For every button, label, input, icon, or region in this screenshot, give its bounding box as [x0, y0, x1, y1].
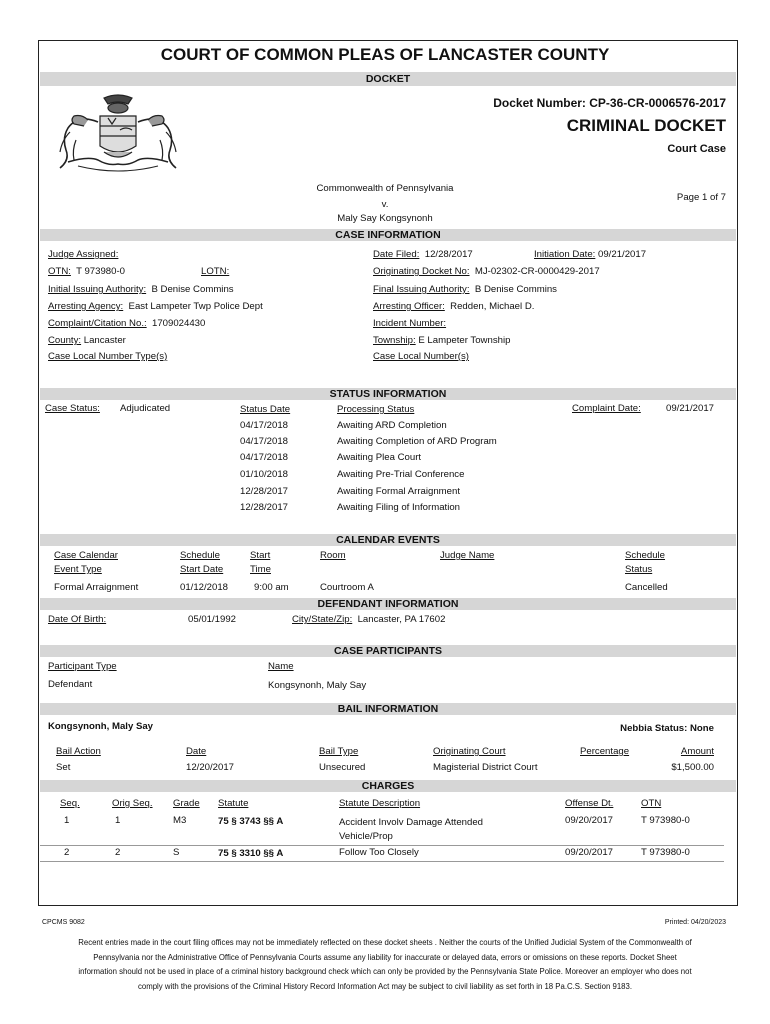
- status-date: 04/17/2018: [240, 436, 289, 447]
- bail-court-header: Originating Court: [433, 746, 506, 757]
- charge-statute: 75 § 3743 §§ A: [218, 816, 284, 827]
- calendar-start-header: Start: [250, 550, 271, 561]
- judge-label: Judge Assigned:: [48, 249, 119, 260]
- charge-grade-header: Grade: [173, 798, 200, 809]
- status-date: 04/17/2018: [240, 420, 289, 431]
- local-type-label: Case Local Number Type(s): [48, 351, 168, 362]
- bail-percentage-header: Percentage: [580, 746, 630, 757]
- nebbia-status: Nebbia Status: None: [620, 723, 714, 734]
- calendar-header: CALENDAR EVENTS: [40, 534, 736, 546]
- calendar-event-status: Cancelled: [625, 582, 668, 593]
- orig-docket: MJ-02302-CR-0000429-2017: [474, 266, 600, 277]
- charge-divider: [40, 861, 724, 862]
- participant-name-header: Name: [268, 661, 294, 672]
- calendar-status-header: Schedule: [625, 550, 666, 561]
- processing-status: Awaiting Plea Court: [337, 452, 422, 463]
- charge-orig-seq: 2: [115, 847, 121, 858]
- printed-date: Printed: 04/20/2023: [664, 919, 726, 926]
- calendar-event-room: Courtroom A: [320, 582, 374, 593]
- charge-otn: T 973980-0: [641, 815, 690, 826]
- bail-type: Unsecured: [319, 762, 366, 773]
- pennsylvania-seal-icon: [48, 92, 188, 176]
- arresting-officer: Redden, Michael D.: [450, 301, 535, 312]
- calendar-schedule-header: Schedule: [180, 550, 221, 561]
- caption-line2: v.: [381, 199, 389, 210]
- calendar-type-header2: Event Type: [54, 564, 102, 575]
- bail-date: 12/20/2017: [186, 762, 235, 773]
- participant-type: Defendant: [48, 679, 93, 690]
- lotn-label: LOTN:: [201, 266, 230, 277]
- charge-otn-header: OTN: [641, 798, 662, 809]
- processing-status: Awaiting ARD Completion: [337, 420, 447, 431]
- calendar-event-date: 01/12/2018: [180, 582, 229, 593]
- charge-description: Follow Too Closely: [339, 847, 419, 858]
- bail-amount: $1,500.00: [671, 762, 714, 773]
- county: Lancaster: [83, 335, 126, 346]
- case-kind: Court Case: [667, 143, 726, 155]
- orig-docket-label: Originating Docket No:: [373, 266, 470, 277]
- docket-number: Docket Number: CP-36-CR-0006576-2017: [493, 96, 726, 110]
- processing-status: Awaiting Completion of ARD Program: [337, 436, 497, 447]
- disclaimer: Recent entries made in the court filing offices may not be immediately reflected on these docket sheets . Neither the courts of the Unified Judicial System of the Commonwealth of Pennsylvania nor the Administrative Office of Pennsylvania Courts assume any liability for inaccurate or delayed data, errors or omissions on these reports. Docket Sheet information should not be used in place of a criminal history background check which can only be provided by the Pennsylvania State Police. Moreover an employer who does not comply with the provisions of the Criminal History Record Information Act may be subject to civil liability as set forth in 18 Pa.C.S. Section 9183.: [78, 938, 692, 991]
- status-date: 04/17/2018: [240, 452, 289, 463]
- participant-type-header: Participant Type: [48, 661, 117, 672]
- arresting-agency: East Lampeter Twp Police Dept: [128, 301, 263, 312]
- form-number: CPCMS 9082: [42, 919, 85, 926]
- date-filed: 12/28/2017: [424, 249, 473, 260]
- final-auth: B Denise Commins: [474, 284, 557, 295]
- status-date: 12/28/2017: [240, 502, 289, 513]
- docket-type: CRIMINAL DOCKET: [566, 116, 726, 135]
- case-status-label: Case Status:: [45, 403, 100, 414]
- processing-status: Awaiting Pre-Trial Conference: [337, 469, 465, 480]
- otn-label: OTN:: [48, 266, 71, 277]
- status-date-header: Status Date: [240, 404, 291, 415]
- charge-statute-header: Statute: [218, 798, 249, 809]
- arresting-officer-label: Arresting Officer:: [373, 301, 445, 312]
- bail-header: BAIL INFORMATION: [40, 703, 736, 715]
- complaint-date: 09/21/2017: [666, 403, 715, 414]
- defendant-header: DEFENDANT INFORMATION: [40, 598, 736, 610]
- participant-name: Kongsynonh, Maly Say: [268, 680, 367, 691]
- caption-line1: Commonwealth of Pennsylvania: [316, 183, 454, 194]
- charge-offense-date: 09/20/2017: [565, 815, 614, 826]
- status-date: 12/28/2017: [240, 486, 289, 497]
- calendar-event-type: Formal Arraignment: [54, 582, 139, 593]
- complaint-date-label: Complaint Date:: [572, 403, 641, 414]
- page-number: Page 1 of 7: [676, 192, 726, 203]
- complaint-number: 1709024430: [152, 318, 206, 329]
- processing-status: Awaiting Filing of Information: [337, 502, 461, 513]
- charge-orig-seq: 1: [115, 815, 121, 826]
- bail-court: Magisterial District Court: [433, 762, 538, 773]
- calendar-status-header2: Status: [625, 564, 653, 575]
- calendar-start-header2: Time: [250, 564, 271, 575]
- charge-offense-date-header: Offense Dt.: [565, 798, 614, 809]
- charge-offense-date: 09/20/2017: [565, 847, 614, 858]
- charge-seq-header: Seq.: [60, 798, 80, 809]
- county-label: County:: [48, 335, 82, 346]
- charge-divider: [40, 845, 724, 846]
- bail-date-header: Date: [186, 746, 207, 757]
- dob: 05/01/1992: [188, 614, 237, 625]
- city-state-zip-label: City/State/Zip:: [292, 614, 353, 625]
- charge-grade: S: [173, 847, 180, 858]
- charge-description-cont: Vehicle/Prop: [339, 831, 393, 842]
- bail-action-header: Bail Action: [56, 746, 101, 757]
- calendar-event-time: 9:00 am: [254, 582, 289, 593]
- local-number-label: Case Local Number(s): [373, 351, 469, 362]
- caption-line3: Maly Say Kongsynonh: [337, 213, 433, 224]
- charge-statute: 75 § 3310 §§ A: [218, 848, 284, 859]
- incident-label: Incident Number:: [373, 318, 447, 329]
- township-label: Township:: [373, 335, 416, 346]
- docket-label: DOCKET: [40, 72, 736, 86]
- status-date: 01/10/2018: [240, 469, 289, 480]
- charge-otn: T 973980-0: [641, 847, 690, 858]
- city-state-zip: Lancaster, PA 17602: [357, 614, 446, 625]
- initial-auth-label: Initial Issuing Authority:: [48, 284, 147, 295]
- charge-seq: 1: [64, 815, 70, 826]
- charge-seq: 2: [64, 847, 70, 858]
- processing-status-header: Processing Status: [337, 404, 415, 415]
- bail-amount-header: Amount: [680, 746, 714, 757]
- status-info-header: STATUS INFORMATION: [40, 388, 736, 400]
- charge-orig-seq-header: Orig Seq.: [112, 798, 153, 809]
- initiation-label: Initiation Date:: [534, 249, 596, 260]
- otn: T 973980-0: [76, 266, 125, 277]
- initiation-date: 09/21/2017: [598, 249, 647, 260]
- court-title: COURT OF COMMON PLEAS OF LANCASTER COUNTY: [160, 45, 610, 64]
- charge-description: Accident Involv Damage Attended: [339, 817, 483, 828]
- calendar-judge-header: Judge Name: [440, 550, 495, 561]
- processing-status: Awaiting Formal Arraignment: [337, 486, 460, 497]
- charge-description-header: Statute Description: [339, 798, 421, 809]
- calendar-schedule-header2: Start Date: [180, 564, 224, 575]
- bail-defendant-name: Kongsynonh, Maly Say: [48, 721, 154, 732]
- participants-header: CASE PARTICIPANTS: [40, 645, 736, 657]
- initial-auth: B Denise Commins: [151, 284, 234, 295]
- charge-grade: M3: [173, 815, 187, 826]
- calendar-room-header: Room: [320, 550, 346, 561]
- bail-type-header: Bail Type: [319, 746, 359, 757]
- bail-action: Set: [56, 762, 71, 773]
- final-auth-label: Final Issuing Authority:: [373, 284, 470, 295]
- township: E Lampeter Township: [418, 335, 511, 346]
- calendar-type-header: Case Calendar: [54, 550, 118, 561]
- complaint-label: Complaint/Citation No.:: [48, 318, 147, 329]
- case-status: Adjudicated: [120, 403, 171, 414]
- case-info-header: CASE INFORMATION: [40, 229, 736, 241]
- date-filed-label: Date Filed:: [373, 249, 420, 260]
- arresting-agency-label: Arresting Agency:: [48, 301, 124, 312]
- charges-header: CHARGES: [40, 780, 736, 792]
- dob-label: Date Of Birth:: [48, 614, 107, 625]
